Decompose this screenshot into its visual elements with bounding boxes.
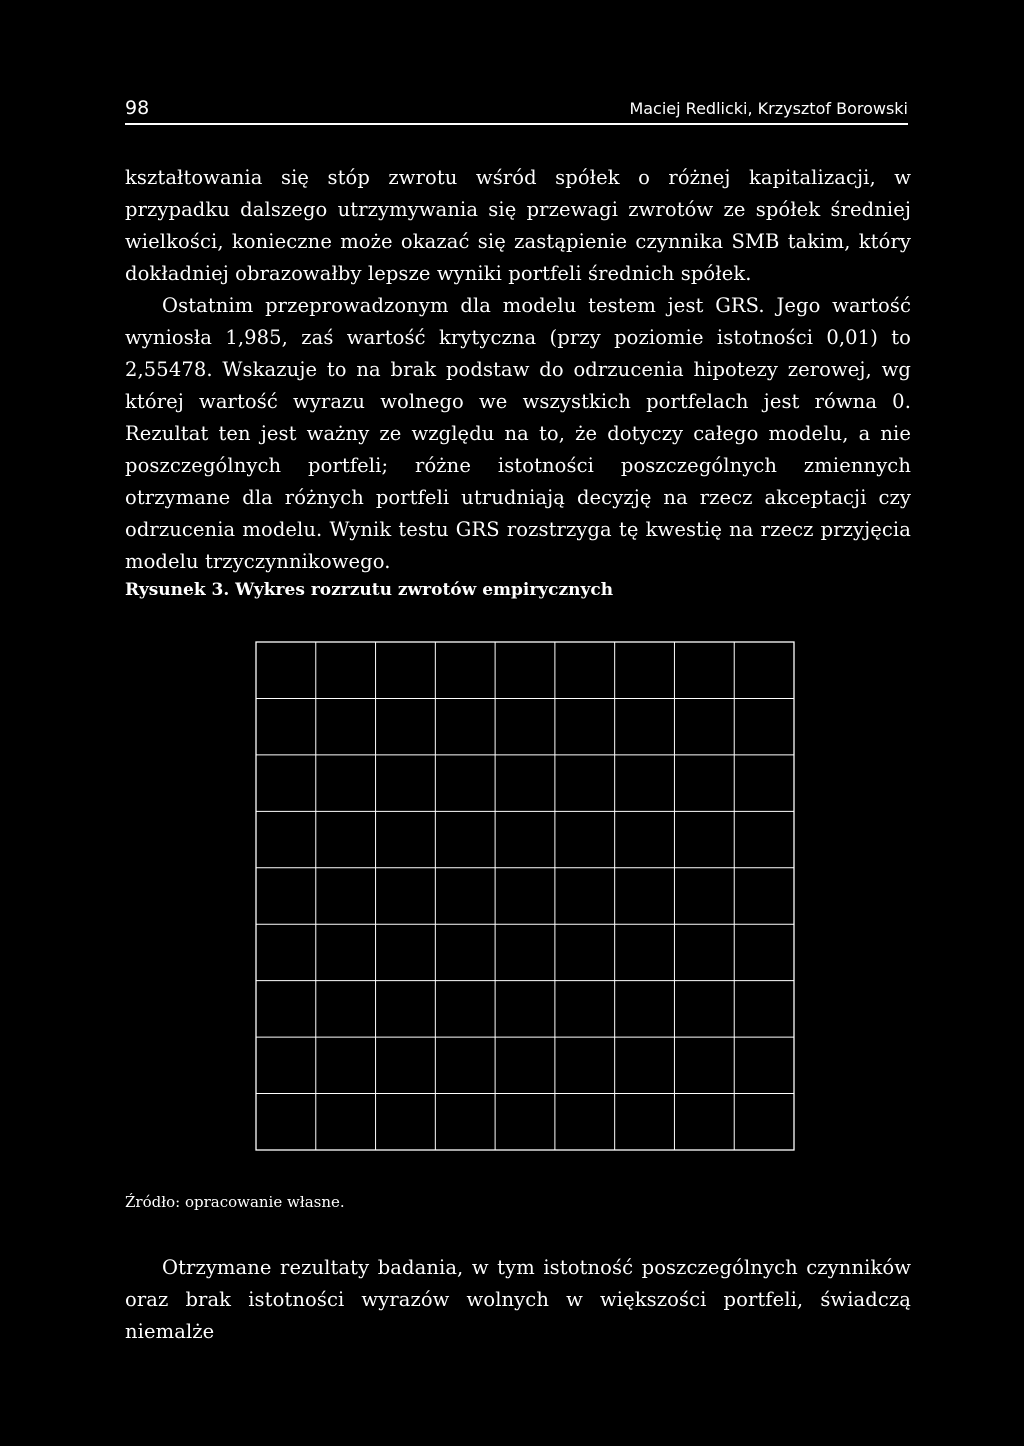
- running-authors: Maciej Redlicki, Krzysztof Borowski: [629, 99, 908, 118]
- figure-caption: Rysunek 3. Wykres rozrzutu zwrotów empirycznych: [125, 580, 614, 600]
- paragraph-conclusion: Otrzymane rezultaty badania, w tym istotność poszczególnych czynników oraz brak istotności wyrazów wolnych w większości portfeli, świadczą niemalże: [125, 1256, 911, 1343]
- page-number: 98: [125, 97, 150, 119]
- running-header: [125, 95, 908, 125]
- plot-frame: [256, 642, 794, 1150]
- body-section-top: [125, 162, 911, 578]
- paragraph-grs-test: Ostatnim przeprowadzonym dla modelu testem jest GRS. Jego wartość wyniosła 1,985, zaś wartość krytyczna (przy poziomie istotności 0,01) to 2,55478. Wskazuje to na brak podstaw do odrzucenia hipotezy zerowej, wg której wartość wyrazu wolnego we wszystkich portfelach jest równa 0. Rezultat ten jest ważny ze względu na to, że dotyczy całego modelu, a nie poszczególnych portfeli; różne istotności poszczególnych zmiennych otrzymane dla różnych portfeli utrudniają decyzję na rzecz akceptacji czy odrzucenia modelu. Wynik testu GRS rozstrzyga tę kwestię na rzecz przyjęcia modelu trzyczynnikowego.: [125, 294, 911, 573]
- figure-source: Źródło: opracowanie własne.: [125, 1193, 345, 1211]
- scatter-plot: [254, 640, 796, 1152]
- body-section-bottom: [125, 1252, 911, 1348]
- paragraph-continuation: kształtowania się stóp zwrotu wśród spółek o różnej kapitalizacji, w przypadku dalszego utrzymywania się przewagi zwrotów ze spółek średniej wielkości, konieczne może okazać się zastąpienie czynnika SMB takim, który dokładniej obrazowałby lepsze wyniki portfeli średnich spółek.: [125, 166, 911, 285]
